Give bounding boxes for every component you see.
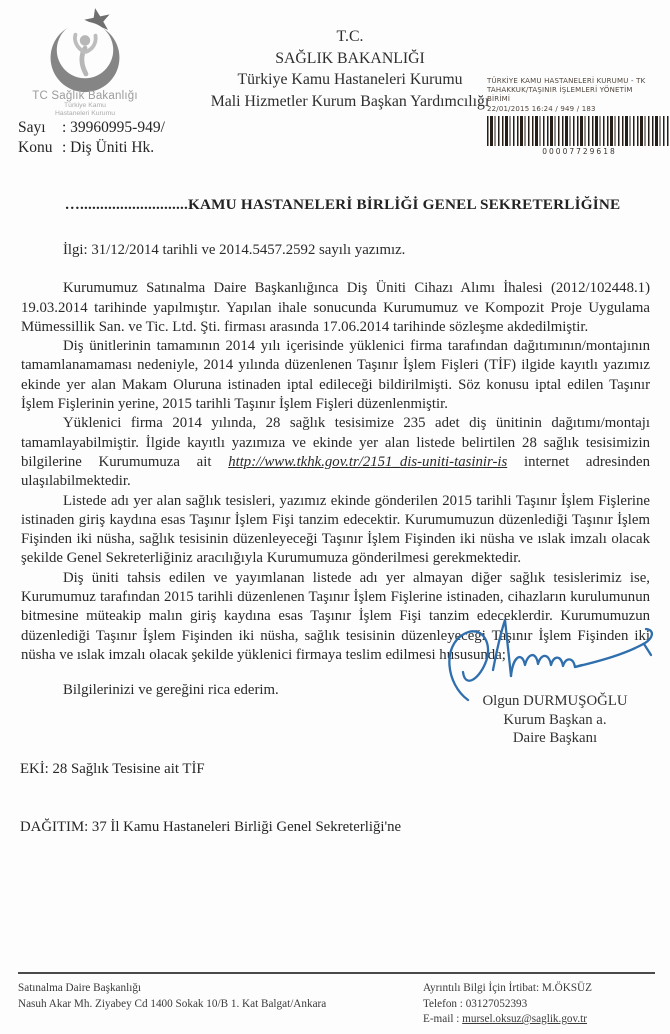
logo-subtitle-1: Türkiye Kamu [64,102,106,109]
paragraph-3-text-before: Yüklenici firma 2014 yılında, 28 sağlık tesisimize 235 adet diş ünitinin dağıtımı/montajı tamamlayabilmiştir. İlgide kayıtlı yazımıza ve ekinde yer alan listede belirtilen 28 sağlık tesisimizin bilgilerine Kurumumuza ait [21,415,650,470]
reference-line: İlgi: 31/12/2014 tarihli ve 2014.5457.2592 sayılı yazımız. [63,242,406,258]
paragraph-2: Diş ünitlerinin tamamının 2014 yılı içerisinde yüklenici firma tarafından dağıtımının/montajının tamamlanamaması nedeniyle, 2014 yılında düzenlenen Taşınır İşlem Fişleri (TİF) ilgide kayıtlı yazımız ekinde yer alan Makam Oluruna istinaden iptal edileceği bildirilmişti. Söz konusu iptal edilen Taşınır İşlem Fişlerinin yerine, 2015 tarihli Taşınır İşlem Fişleri düzenlenmiştir. [21,338,650,413]
document-url-link[interactable]: http://www.tkhk.gov.tr/2151_dis-uniti-tasinir-is [228,453,508,470]
paragraph-3-text-after: internet adresinden ulaşılabilmektedir. [21,453,651,490]
letterhead-institution: Türkiye Kamu Hastaneleri Kurumu [237,71,463,88]
registry-stamp [487,77,670,156]
stamp-line-2: TAHAKKUK/TAŞINIR İŞLEMLERİ YÖNETİM [487,86,633,94]
signature-block [455,692,655,748]
paragraph-1: Kurumumuz Satınalma Daire Başkanlığınca Diş Üniti Cihazı Alımı İhalesi (2012/102448.1) 19.03.2014 tarihinde yapılmıştır. Yapılan ihale sonucunda Kurumumuz ve Kompozit Proje Uygulama Mümessillik San. ve Tic. Ltd. Şti. firması arasında 17.06.2014 tarihinde sözleşme akdedilmiştir. [21,280,650,335]
recipient-line: …...........................KAMU HASTANELERİ BİRLİĞİ GENEL SEKRETERLİĞİNE [64,196,621,213]
stamp-dateline: 22/01/2015 16:24 / 949 / 183 [487,105,596,113]
signer-title-1: Kurum Başkan a. [503,711,607,728]
sayi-label: Sayı [18,119,46,136]
letterhead-department: Mali Hizmetler Kurum Başkan Yardımcılığı [210,92,490,110]
distribution-line: DAĞITIM: 37 İl Kamu Hastaneleri Birliği Genel Sekreterliği'ne [20,819,402,835]
konu-label: Konu [18,138,53,156]
footer-address: Nasuh Akar Mh. Ziyabey Cd 1400 Sokak 10/B 1. Kat Balgat/Ankara [18,997,327,1010]
signer-title-2: Daire Başkanı [512,730,598,746]
paragraph-5: Diş üniti tahsis edilen ve yayımlanan listede adı yer almayan diğer sağlık tesislerimiz ise, Kurumumuz tarafından 2015 tarihli düzenlenen Taşınır İşlem Fişlerine istinaden, cihazların kurulumunun bitmesine müteakip malın giriş kaydına esas Taşınır İşlem Fişi tanzim edeceklerdir. Kurumumuzun düzenlediği Taşınır İşlem Fişinden iki nüsha, sağlık tesisinin düzenleyeceği Taşınır İşlem Fişinden iki nüsha ve ıslak imzalı olacak şekilde yüklenici firmaya teslim edilmesi hususunda; [21,569,650,663]
footer-right [423,981,655,1028]
ministry-logo [25,6,145,118]
attachment-line: EKİ: 28 Sağlık Tesisine ait TİF [20,761,205,777]
footer-email-row [423,1012,655,1028]
crescent-star-figure-icon [37,6,133,94]
paragraph-4: Listede adı yer alan sağlık tesisleri, yazımız ekinde gönderilen 2015 tarihli Taşınır İşlem Fişlerine istinaden giriş kaydına esas Taşınır İşlem Fişi tanzim edecektir. Kurumumuzun düzenlediği Taşınır İşlem Fişinden iki nüsha, sağlık tesisinin düzenleyeceği Taşınır İşlem Fişinden iki nüsha ve ıslak imzalı olacak şekilde Genel Sekreterliğiniz aracılığıyla Kurumumuza gönderilmesi gerekmektedir. [21,492,650,567]
letterhead-tc: T.C. [336,28,364,45]
signer-name: Olgun DURMUŞOĞLU [482,693,628,709]
konu-row [18,138,165,158]
footer-department: Satınalma Daire Başkanlığı [18,982,142,994]
konu-value: : Diş Üniti Hk. [62,138,155,156]
paragraph-3 [21,414,650,491]
footer-contact: Ayrıntılı Bilgi İçin İrtibat: M.ÖKSÜZ [423,982,592,994]
letterhead-ministry: SAĞLIK BAKANLIĞI [275,49,425,67]
footer-email-label: E-mail : [423,1013,463,1025]
footer-phone: Telefon : 03127052393 [423,997,528,1010]
barcode [487,116,670,146]
page-footer [18,972,655,1028]
barcode-number: 00007729618 [542,147,617,156]
stamp-line-3: BİRİMİ [487,95,511,103]
document-meta [18,118,165,157]
logo-subtitle-2: Hastaneleri Kurumu [54,110,116,117]
footer-email-link[interactable]: mursel.oksuz@saglik.gov.tr [462,1013,588,1025]
logo-title: TC Sağlık Bakanlığı [32,90,138,102]
footer-left [18,981,423,1028]
sayi-value: : 39960995-949/ [62,119,165,136]
stamp-line-1: TÜRKİYE KAMU HASTANELERİ KURUMU - TK [487,77,646,85]
sayi-row [18,118,165,138]
closing-line: Bilgilerinizi ve gereğini rica ederim. [63,682,279,699]
